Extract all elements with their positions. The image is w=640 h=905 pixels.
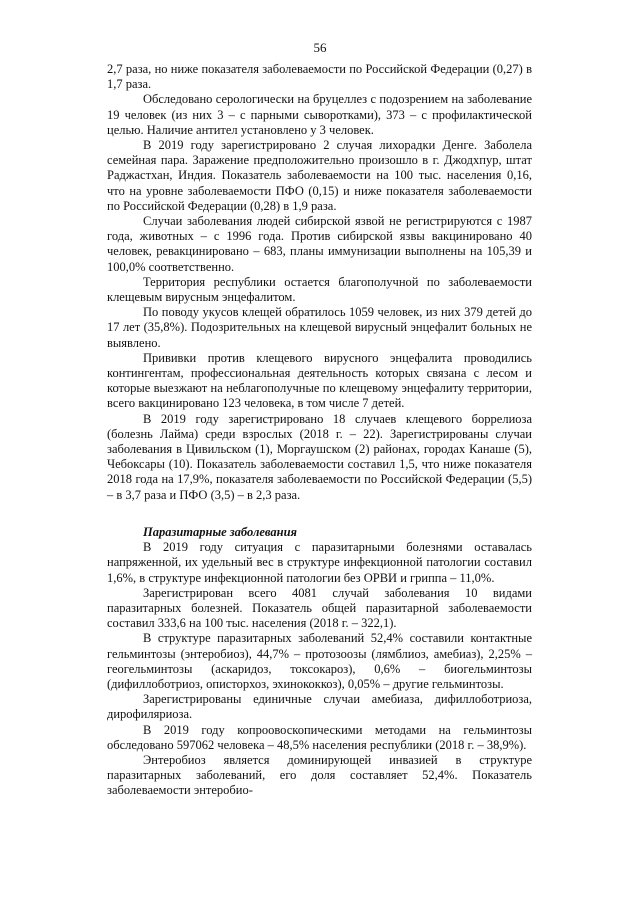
paragraph-single-cases: Зарегистрированы единичные случаи амебиаза, дифиллоботриоза, дирофиляриоза. xyxy=(107,692,532,722)
paragraph-parasitic-structure: В структуре паразитарных заболеваний 52,4% составили контактные гельминтозы (энтеробиоз), 44,7% – протозоозы (лямблиоз, амебиаз), 2,25% – геогельминтозы (аскаридоз, токсокароз), 0,6% – биогельминтозы (дифиллоботриоз, описторхоз, эхинококкоз), 0,05% – другие гельминтозы. xyxy=(107,631,532,691)
paragraph-parasitic-situation: В 2019 году ситуация с паразитарными болезнями оставалась напряженной, их удельный вес в структуре инфекционной патологии составил 1,6%, в структуре инфекционной патологии без ОРВИ и гриппа – 11,0%. xyxy=(107,540,532,585)
paragraph-brucellosis: Обследовано серологически на бруцеллез с подозрением на заболевание 19 человек (из них 3 – с парными сыворотками), 373 – с профилактической целью. Наличие антител установлено у 3 человек. xyxy=(107,92,532,137)
document-body xyxy=(107,62,532,799)
paragraph-dengue: В 2019 году зарегистрировано 2 случая лихорадки Денге. Заболела семейная пара. Заражение предположительно произошло в г. Джодхпур, штат Раджастхан, Индия. Показатель заболеваемости на 100 тыс. населения 0,16, что на уровне заболеваемости ПФО (0,15) и ниже показателя заболеваемости по Российской Федерации (0,28) в 1,9 раза. xyxy=(107,138,532,213)
paragraph-coprooscopy: В 2019 году копроовоскопическими методами на гельминтозы обследовано 597062 человека – 48,5% населения республики (2018 г. – 38,9%). xyxy=(107,722,532,752)
paragraph-encephalitis-vaccination: Прививки против клещевого вирусного энцефалита проводились контингентам, профессиональная деятельность которых связана с лесом и которые выезжают на неблагополучные по клещевому энцефалиту территории, всего вакцинировано 123 человека, в том числе 7 детей. xyxy=(107,350,532,411)
paragraph-anthrax: Случаи заболевания людей сибирской язвой не регистрируются с 1987 года, животных – с 1996 года. Против сибирской язвы вакцинировано 40 человек, ревакцинировано – 683, планы иммунизации выполнены на 105,39 и 100,0% соответственно. xyxy=(107,214,532,274)
paragraph-lyme-disease: В 2019 году зарегистрировано 18 случаев клещевого боррелиоза (болезнь Лайма) среди взрослых (2018 г. – 22). Зарегистрированы случаи заболевания в Цивильском (1), Моргаушском (2) районах, городах Канаше (5), Чебоксары (10). Показатель заболеваемости составил 1,5, что ниже показателя 2018 года на 17,9%, показателя заболеваемости по Российской Федерации (5,5) – в 3,7 раза и ПФО (3,5) – в 2,3 раза. xyxy=(107,411,532,502)
section-heading-parasitic: Паразитарные заболевания xyxy=(143,524,297,539)
paragraph-encephalitis-status: Территория республики остается благополучной по заболеваемости клещевым вирусным энцефалитом. xyxy=(107,274,532,305)
paragraph-parasitic-total: Зарегистрирован всего 4081 случай заболевания 10 видами паразитарных болезней. Показатель общей паразитарной заболеваемости составил 333,6 на 100 тыс. населения (2018 г. – 322,1). xyxy=(107,585,532,631)
paragraph-tick-bites: По поводу укусов клещей обратилось 1059 человек, из них 379 детей до 17 лет (35,8%). Подозрительных на клещевой вирусный энцефалит больных не выявлено. xyxy=(107,305,532,350)
paragraph-enterobiasis: Энтеробиоз является доминирующей инвазией в структуре паразитарных заболеваний, его доля составляет 52,4%. Показатель заболеваемости энтеробио- xyxy=(107,752,532,798)
page-number: 56 xyxy=(313,40,327,55)
paragraph-continuation: 2,7 раза, но ниже показателя заболеваемости по Российской Федерации (0,27) в 1,7 раза. xyxy=(107,62,532,92)
